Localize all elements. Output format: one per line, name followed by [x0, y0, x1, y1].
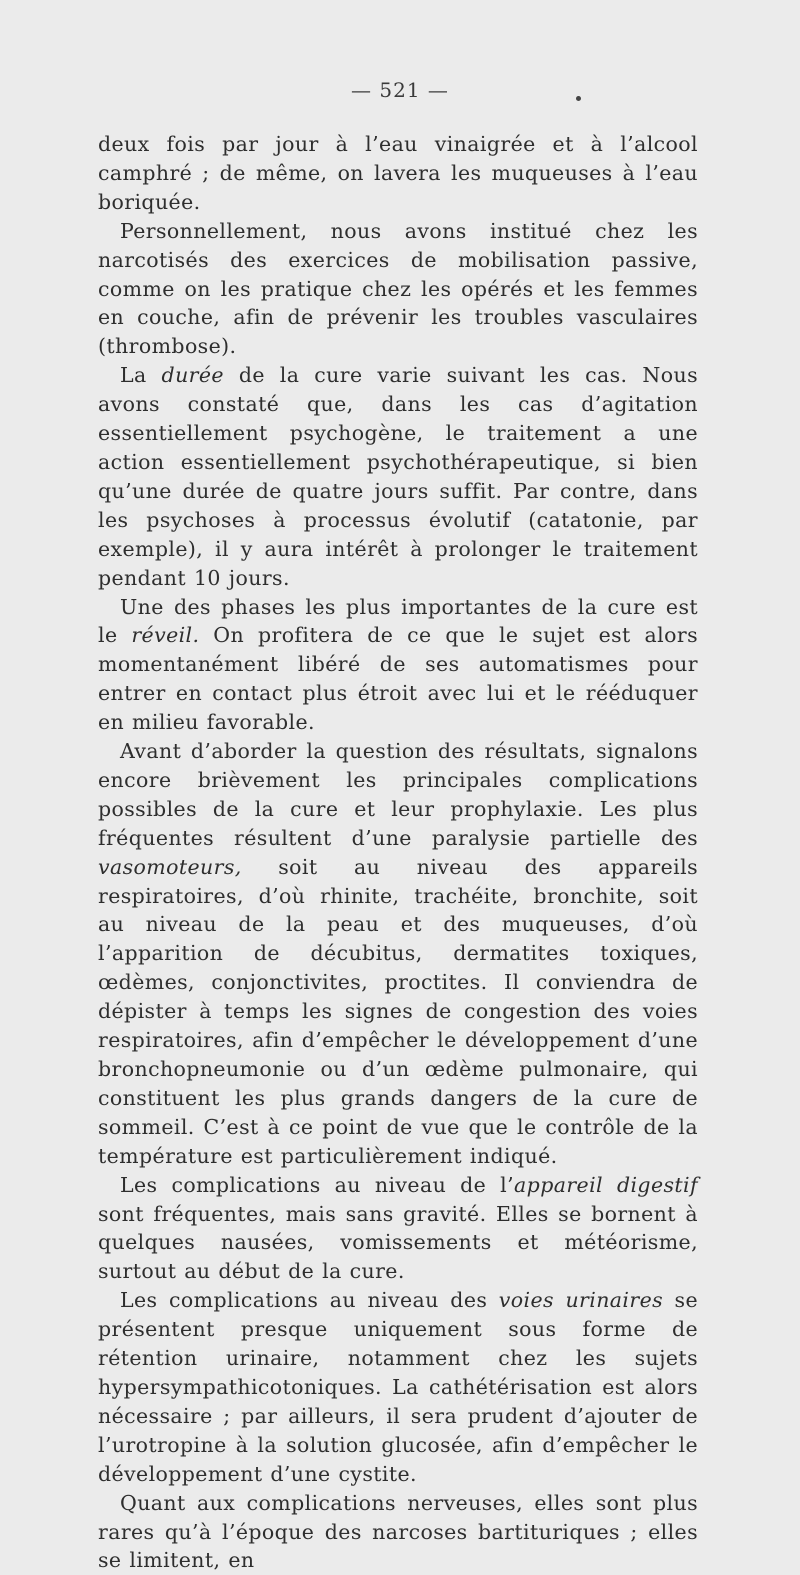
paragraph-complications: Avant d’aborder la question des résultats, signalons encore brièvement les principales complications possibles de la cure et leur prophylaxie. Les plus fréquentes résultent d’une paralysie partielle des vasomoteurs, soit au niveau des appareils respiratoires, d’où rhinite, trachéite, bronchite, soit au niveau de la peau et des muqueuses, d’où l’apparition de décubitus, dermatites toxiques, œdèmes, conjonctivites, proctites. Il conviendra de dépister à temps les signes de congestion des voies respiratoires, afin d’empêcher le développement d’une bronchopneumonie ou d’un œdème pulmonaire, qui constituent les plus grands dangers de la cure de sommeil. C’est à ce point de vue que le contrôle de la température est particulièrement indiqué. — [98, 739, 698, 1168]
ink-speck — [576, 96, 581, 101]
paragraph-nerveuses: Quant aux complications nerveuses, elles sont plus rares qu’à l’époque des narcoses bartituriques ; elles se limitent, en — [98, 1490, 698, 1573]
paragraph-digestif: Les complications au niveau de l’appareil digestif sont fréquentes, mais sans gravité. Elles se bornent à quelques nausées, vomissements et météorisme, surtout au début de la cure. — [98, 1172, 698, 1284]
page-number: — 521 — — [351, 78, 449, 102]
paragraph-reveil: Une des phases les plus importantes de la cure est le réveil. On profitera de ce que le sujet est alors momentanément libéré de ses automatismes pour entrer en contact plus étroit avec lui et le rééduquer en milieu favorable. — [98, 594, 698, 735]
emphasis-reveil: réveil. — [131, 623, 200, 648]
paragraph-duree: La durée de la cure varie suivant les cas. Nous avons constaté que, dans les cas d’agitation essentiellement psychogène, le traitement a une action essentiellement psychothérapeutique, si bien qu’une durée de quatre jours suffit. Par contre, dans les psychoses à processus évolutif (catatonie, par exemple), il y aura intérêt à prolonger le traitement pendant 10 jours. — [98, 363, 698, 590]
emphasis-voies-urinaires: voies urinaires — [498, 1288, 664, 1313]
paragraph-continuation: deux fois par jour à l’eau vinaigrée et à l’alcool camphré ; de même, on lavera les muqueuses à l’eau boriquée. — [98, 132, 698, 214]
paragraph-mobilisation: Personnellement, nous avons institué chez les narcotisés des exercices de mobilisation passive, comme on les pratique chez les opérés et les femmes en couche, afin de prévenir les troubles vasculaires (thrombose). — [98, 218, 698, 359]
emphasis-duree: durée — [161, 363, 224, 388]
paragraph-urinaires: Les complications au niveau des voies urinaires se présentent presque uniquement sous forme de rétention urinaire, notamment chez les sujets hypersympathicotoniques. La cathétérisation est alors nécessaire ; par ailleurs, il sera prudent d’ajouter de l’urotropine à la solution glucosée, afin d’empêcher le développement d’une cystite. — [98, 1288, 699, 1486]
emphasis-vasomoteurs: vasomoteurs, — [98, 854, 242, 879]
body-text — [98, 130, 698, 1575]
emphasis-appareil-digestif: appareil digestif — [514, 1172, 698, 1197]
